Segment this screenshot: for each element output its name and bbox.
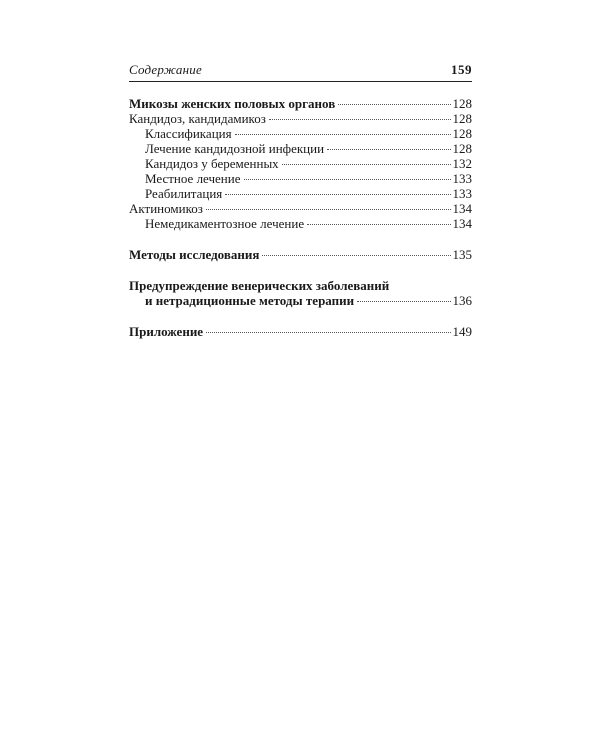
toc-entry-prevention-line1 xyxy=(129,278,472,293)
toc-entry-title: Предупреждение венерических заболеваний xyxy=(129,278,390,293)
toc-entry-page: 128 xyxy=(452,111,472,126)
toc-entry-appendix xyxy=(129,324,472,339)
dot-leader xyxy=(235,134,451,135)
dot-leader xyxy=(338,104,450,105)
section-spacer xyxy=(129,231,472,247)
toc-entry-treatment xyxy=(129,141,472,156)
toc-entry-page: 136 xyxy=(452,293,472,308)
toc-entry-classification xyxy=(129,126,472,141)
toc-entry-candidiasis xyxy=(129,111,472,126)
toc-entry-local-treatment xyxy=(129,171,472,186)
dot-leader xyxy=(206,332,450,333)
table-of-contents xyxy=(129,96,472,339)
section-spacer xyxy=(129,308,472,324)
book-page xyxy=(129,62,472,339)
header-rule xyxy=(129,81,472,82)
toc-entry-title: Микозы женских половых органов xyxy=(129,96,336,111)
toc-entry-title: Немедикаментозное лечение xyxy=(145,216,305,231)
dot-leader xyxy=(357,301,450,302)
dot-leader xyxy=(307,224,450,225)
running-title: Содержание xyxy=(129,62,202,77)
toc-entry-page: 134 xyxy=(452,216,472,231)
dot-leader xyxy=(262,255,450,256)
toc-entry-page: 132 xyxy=(452,156,472,171)
toc-entry-mycoses xyxy=(129,96,472,111)
toc-entry-title: Реабилитация xyxy=(145,186,223,201)
toc-entry-methods xyxy=(129,247,472,262)
toc-entry-pregnancy xyxy=(129,156,472,171)
toc-entry-page: 128 xyxy=(452,141,472,156)
toc-entry-page: 135 xyxy=(452,247,472,262)
toc-entry-title: Актиномикоз xyxy=(129,201,203,216)
toc-entry-actinomycosis xyxy=(129,201,472,216)
page-number: 159 xyxy=(451,62,472,77)
dot-leader xyxy=(327,149,450,150)
toc-entry-page: 133 xyxy=(452,171,472,186)
toc-entry-rehabilitation xyxy=(129,186,472,201)
running-head xyxy=(129,62,472,80)
toc-entry-title: Кандидоз, кандидамикоз xyxy=(129,111,266,126)
toc-entry-prevention-line2 xyxy=(129,293,472,308)
toc-entry-title: Кандидоз у беременных xyxy=(145,156,279,171)
dot-leader xyxy=(225,194,450,195)
dot-leader xyxy=(244,179,451,180)
toc-entry-page: 128 xyxy=(452,126,472,141)
dot-leader xyxy=(282,164,451,165)
dot-leader xyxy=(206,209,451,210)
toc-entry-page: 134 xyxy=(452,201,472,216)
section-spacer xyxy=(129,262,472,278)
toc-entry-page: 128 xyxy=(452,96,472,111)
dot-leader xyxy=(269,119,451,120)
toc-entry-title: Приложение xyxy=(129,324,204,339)
toc-entry-title: Местное лечение xyxy=(145,171,241,186)
toc-entry-title: Лечение кандидозной инфекции xyxy=(145,141,325,156)
toc-entry-title: и нетрадиционные методы терапии xyxy=(145,293,355,308)
toc-entry-page: 133 xyxy=(452,186,472,201)
toc-entry-title: Методы исследования xyxy=(129,247,260,262)
toc-entry-nondrug-treatment xyxy=(129,216,472,231)
toc-entry-page: 149 xyxy=(452,324,472,339)
toc-entry-title: Классификация xyxy=(145,126,232,141)
